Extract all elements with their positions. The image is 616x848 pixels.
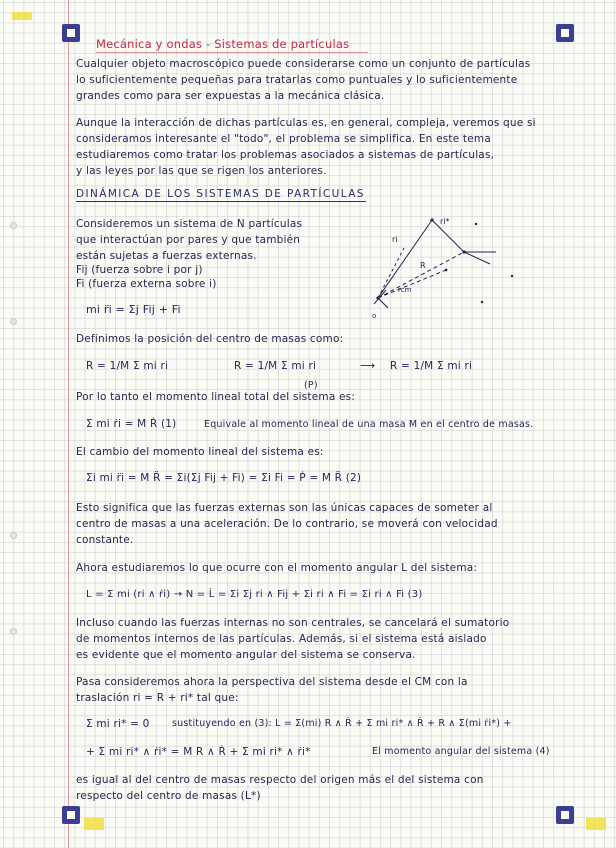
text-line: Esto significa que las fuerzas externas son las únicas capaces de someter al	[76, 502, 493, 514]
margin-line	[68, 0, 69, 848]
text-line: Por lo tanto el momento lineal total del sistema es:	[76, 391, 356, 403]
corner-marker-top-left	[62, 24, 80, 42]
angular-note: El momento angular del sistema (4)	[372, 746, 550, 757]
equation-cm-1: R = 1/M Σ mi ri	[86, 360, 169, 372]
equation-cm-3: R = 1/M Σ mi ri	[390, 360, 473, 372]
vector-R	[378, 252, 464, 298]
binder-hole	[10, 318, 17, 325]
text-line: consideramos interesante el "todo", el problema se simplifica. En este tema	[76, 133, 491, 145]
vector-diagram	[364, 212, 524, 322]
title-underline	[96, 52, 368, 53]
text-line: es evidente que el momento angular del sistema se conserva.	[76, 649, 416, 661]
text-line: centro de masas a una aceleración. De lo contrario, se moverá con velocidad	[76, 518, 498, 530]
yellow-tab	[586, 818, 606, 830]
text-line: están sujetas a fuerzas externas.	[76, 250, 257, 262]
text-line: lo suficientemente pequeñas para tratarlas como puntuales y lo suficientemente	[76, 74, 518, 86]
label-R: R	[420, 261, 426, 270]
text-line: Fi (fuerza externa sobre i)	[76, 278, 217, 290]
origin-arrow	[374, 290, 386, 304]
corner-marker-bottom-left	[62, 806, 80, 824]
text-line: Aunque la interacción de dichas partículas es, en general, compleja, veremos que si	[76, 117, 536, 129]
yellow-tab	[12, 12, 32, 20]
text-line: es igual al del centro de masas respecto del origen más el del sistema con	[76, 774, 484, 786]
label-ri-star: ri*	[440, 217, 450, 226]
equation-angular: L = Σ mi (ri ∧ ṙi) → N = L̇ = Σi Σj ri ∧ Fij + Σi ri ∧ Fi = Σi ri ∧ Fi (3)	[86, 589, 423, 600]
text-line: Ahora estudiaremos lo que ocurre con el momento angular L del sistema:	[76, 562, 478, 574]
equation-momentum: Σ mi ṙi = M Ṙ (1)	[86, 418, 177, 430]
text-line: que interactúan por pares y que también	[76, 234, 301, 246]
section-heading: DINÁMICA DE LOS SISTEMAS DE PARTÍCULAS	[76, 188, 365, 200]
text-line: traslación ri = R + ri* tal que:	[76, 692, 239, 704]
text-line: estudiaremos como tratar los problemas asociados a sistemas de partículas,	[76, 149, 495, 161]
label-origin: o	[372, 312, 377, 320]
equation-substitution-2: + Σ mi ri* ∧ ṙi* = M R ∧ Ṙ + Σ mi ri* ∧ ṙi*	[86, 746, 311, 758]
equation-substitution: sustituyendo en (3): L = Σ(mi) R ∧ Ṙ + Σ mi ri* ∧ Ṙ + R ∧ Σ(mi ṙi*) +	[172, 718, 512, 729]
text-line: Pasa consideremos ahora la perspectiva del sistema desde el CM con la	[76, 676, 468, 688]
page-title: Mecánica y ondas - Sistemas de partículas	[96, 37, 350, 51]
label-ri: ri	[392, 235, 398, 244]
text-line: El cambio del momento lineal del sistema es:	[76, 446, 324, 458]
text-line: de momentos internos de las partículas. Además, si el sistema está aislado	[76, 633, 487, 645]
text-line: respecto del centro de masas (L*)	[76, 790, 261, 802]
yellow-tab	[84, 818, 104, 830]
equation-cm-sum: Σ mi ri* = 0	[86, 718, 150, 730]
text-line: Incluso cuando las fuerzas internas no son centrales, se cancelará el sumatorio	[76, 617, 510, 629]
equation-cm-2: R = 1/M Σ mi ri	[234, 360, 317, 372]
equation-change: Σi mi r̈i = M R̈ = Σi(Σj Fij + Fi) = Σi Fi = Ṗ = M R̈ (2)	[86, 472, 362, 484]
momentum-note: Equivale al momento lineal de una masa M en el centro de masas.	[204, 419, 534, 430]
momentum-symbol: (P)	[304, 380, 318, 391]
binder-hole	[10, 532, 17, 539]
text-line: y las leyes por las que se rigen los anteriores.	[76, 165, 327, 177]
text-line: Fij (fuerza sobre i por j)	[76, 264, 203, 276]
origin-arrow	[378, 298, 388, 308]
arrow-symbol: ⟶	[360, 360, 376, 372]
corner-marker-top-right	[556, 24, 574, 42]
label-rcm: rcm	[398, 286, 412, 294]
text-line: Definimos la posición del centro de masas como:	[76, 333, 344, 345]
text-line: constante.	[76, 534, 134, 546]
binder-hole	[10, 628, 17, 635]
equation-newton: mi r̈i = Σj Fij + Fi	[86, 303, 181, 316]
section-underline	[76, 201, 366, 202]
force-arrow	[464, 252, 490, 264]
corner-marker-bottom-right	[556, 806, 574, 824]
text-line: grandes como para ser expuestas a la mecánica clásica.	[76, 90, 385, 102]
binder-hole	[10, 222, 17, 229]
text-line: Cualquier objeto macroscópico puede considerarse como un conjunto de partículas	[76, 58, 531, 70]
text-line: Consideremos un sistema de N partículas	[76, 218, 303, 230]
